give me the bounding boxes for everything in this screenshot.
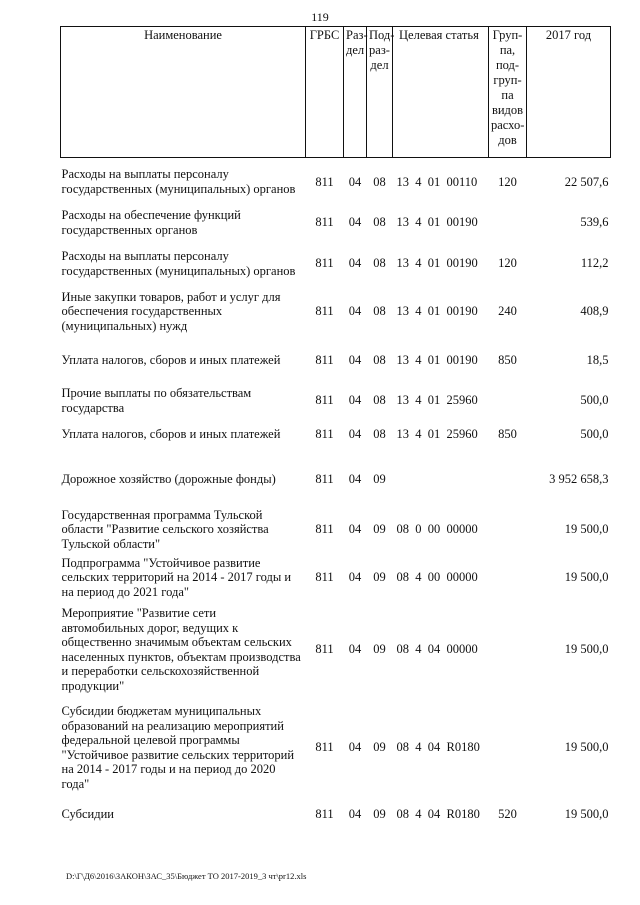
row-grbs: 811: [315, 472, 334, 487]
row-expense-type: 120: [498, 174, 517, 189]
row-razdel: 04: [348, 215, 362, 230]
table-row: [61, 240, 611, 288]
row-expense-type: [489, 206, 527, 240]
header-expense-type: Груп- па, под- груп- па видов расхо- дов: [489, 27, 527, 158]
row-spacer: [61, 452, 611, 460]
row-razdel: 04: [348, 472, 362, 487]
row-grbs: 811: [315, 740, 334, 755]
page-number: 119: [311, 10, 329, 24]
row-amount: 19 500,0: [564, 642, 609, 657]
row-name: Иные закупки товаров, работ и услуг для обеспечения государственных (муниципальных) нужд: [61, 289, 281, 333]
row-spacer: [61, 336, 611, 344]
table-row: [61, 506, 611, 554]
row-name: Расходы на выплаты персоналу государственных (муниципальных) органов: [61, 167, 296, 196]
row-podrazdel: 08: [373, 174, 386, 189]
row-expense-type: 520: [498, 807, 517, 822]
row-target-article: 08 4 04 00000: [396, 642, 478, 657]
row-amount: 19 500,0: [564, 522, 609, 537]
row-podrazdel: 08: [373, 304, 386, 319]
row-razdel: 04: [348, 353, 362, 368]
row-expense-type: [489, 384, 527, 418]
row-podrazdel: 09: [373, 642, 386, 657]
table-row: [61, 460, 611, 500]
table-row: [61, 344, 611, 378]
row-grbs: 811: [315, 256, 334, 271]
row-grbs: 811: [315, 522, 334, 537]
row-expense-type: 120: [498, 256, 517, 271]
row-podrazdel: 08: [373, 215, 386, 230]
row-podrazdel: 09: [373, 807, 386, 822]
row-spacer-cell: [61, 336, 611, 344]
row-target-article: [393, 460, 489, 500]
row-razdel: 04: [348, 807, 362, 822]
header-year: 2017 год: [527, 27, 611, 158]
row-expense-type: 850: [498, 427, 517, 442]
row-podrazdel: 08: [373, 427, 386, 442]
row-expense-type: [489, 554, 527, 602]
row-amount: 18,5: [586, 353, 609, 368]
row-target-article: 13 4 01 25960: [396, 427, 478, 442]
header-grbs: ГРБС: [306, 27, 344, 158]
row-expense-type: 850: [498, 353, 517, 368]
row-target-article: 13 4 01 00190: [396, 353, 478, 368]
row-grbs: 811: [315, 353, 334, 368]
row-podrazdel: 09: [373, 740, 386, 755]
row-amount: 500,0: [580, 427, 609, 442]
row-grbs: 811: [315, 393, 334, 408]
table-row: [61, 418, 611, 452]
row-expense-type: [489, 506, 527, 554]
budget-table: [60, 26, 611, 832]
row-podrazdel: 09: [373, 522, 386, 537]
row-grbs: 811: [315, 174, 334, 189]
row-podrazdel: 08: [373, 256, 386, 271]
row-razdel: 04: [348, 570, 362, 585]
row-razdel: 04: [348, 522, 362, 537]
header-razdel: Раз- дел: [344, 27, 367, 158]
row-podrazdel: 09: [373, 472, 386, 487]
row-grbs: 811: [315, 642, 334, 657]
row-name: Подпрограмма "Устойчивое развитие сельских территорий на 2014 - 2017 годы и на период до 2021 года": [61, 555, 292, 599]
row-target-article: 13 4 01 00190: [396, 215, 478, 230]
row-target-article: 08 4 04 R0180: [396, 807, 480, 822]
row-name: Государственная программа Тульской области "Развитие сельского хозяйства Тульской области": [61, 507, 269, 551]
row-name: Уплата налогов, сборов и иных платежей: [61, 427, 281, 442]
row-spacer-cell: [61, 452, 611, 460]
row-razdel: 04: [348, 642, 362, 657]
row-name: Мероприятие "Развитие сети автомобильных дорог, ведущих к общественно значимым объектам сельских населенных пунктов, объектам производства и переработки сельскохозяйственной продукции": [61, 606, 301, 693]
header-name: Наименование: [61, 27, 306, 158]
row-name: Субсидии бюджетам муниципальных образований на реализацию мероприятий федеральной целевой программы "Устойчивое развитие сельских территорий на 2014 - 2017 годы и на период до 2020 года": [61, 704, 295, 791]
row-target-article: 13 4 01 00110: [396, 174, 478, 189]
row-name: Уплата налогов, сборов и иных платежей: [61, 353, 281, 368]
row-expense-type: [489, 698, 527, 798]
row-podrazdel: 09: [373, 570, 386, 585]
row-expense-type: [489, 602, 527, 698]
row-target-article: 08 0 00 00000: [396, 522, 478, 537]
table-body: [61, 158, 611, 832]
row-amount: 19 500,0: [564, 807, 609, 822]
row-amount: 19 500,0: [564, 740, 609, 755]
row-target-article: 13 4 01 00190: [396, 256, 478, 271]
table-row: [61, 206, 611, 240]
row-expense-type: [489, 460, 527, 500]
table-row: [61, 384, 611, 418]
row-grbs: 811: [315, 427, 334, 442]
row-target-article: 13 4 01 25960: [396, 393, 478, 408]
row-expense-type: 240: [498, 304, 517, 319]
row-amount: 19 500,0: [564, 570, 609, 585]
row-amount: 539,6: [580, 215, 609, 230]
row-name: Субсидии: [61, 807, 114, 822]
row-amount: 408,9: [580, 304, 609, 319]
row-grbs: 811: [315, 570, 334, 585]
table-row: [61, 288, 611, 336]
row-target-article: 08 4 04 R0180: [396, 740, 480, 755]
row-podrazdel: 08: [373, 393, 386, 408]
row-razdel: 04: [348, 393, 362, 408]
row-razdel: 04: [348, 174, 362, 189]
row-amount: 500,0: [580, 393, 609, 408]
table-row: [61, 602, 611, 698]
row-razdel: 04: [348, 256, 362, 271]
table-row: [61, 158, 611, 206]
row-grbs: 811: [315, 807, 334, 822]
table-row: [61, 698, 611, 798]
row-name: Дорожное хозяйство (дорожные фонды): [61, 472, 276, 487]
row-amount: 112,2: [580, 256, 609, 271]
table-header: [61, 27, 611, 158]
table-row: [61, 554, 611, 602]
table-row: [61, 798, 611, 832]
row-grbs: 811: [315, 304, 334, 319]
row-razdel: 04: [348, 740, 362, 755]
row-name: Расходы на выплаты персоналу государственных (муниципальных) органов: [61, 249, 296, 278]
header-target-article: Целевая статья: [393, 27, 489, 158]
row-grbs: 811: [315, 215, 334, 230]
file-path: D:\Г\Д6\2016\ЗАКОН\ЗАС_35\Бюджет ТО 2017-2019_3 чт\pr12.xls: [66, 871, 307, 881]
row-name: Прочие выплаты по обязательствам государства: [61, 386, 252, 415]
row-amount: 3 952 658,3: [549, 472, 609, 487]
row-target-article: 13 4 01 00190: [396, 304, 478, 319]
row-razdel: 04: [348, 304, 362, 319]
row-razdel: 04: [348, 427, 362, 442]
row-name: Расходы на обеспечение функций государственных органов: [61, 208, 241, 237]
header-podrazdel: Под- раз- дел: [367, 27, 393, 158]
row-amount: 22 507,6: [564, 174, 609, 189]
row-podrazdel: 08: [373, 353, 386, 368]
row-target-article: 08 4 00 00000: [396, 570, 478, 585]
